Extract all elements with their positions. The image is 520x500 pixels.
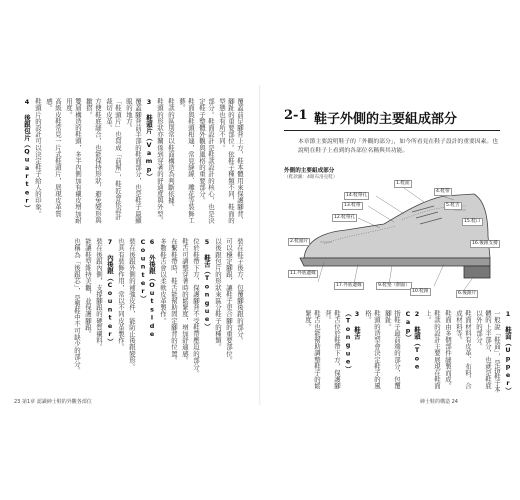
column-heading: 5 鞋舌（Tongue）	[203, 238, 211, 330]
column-text: 鞋款的設計主要展現在鞋面上。	[424, 310, 441, 390]
shoe-sole-shape	[300, 258, 490, 266]
column-text: 鞋面與鞋頭相連，常見縫線、雕花等裝飾工藝。	[178, 98, 195, 224]
section-intro: 本章節主要說明鞋子的「外觀的部分」，如今所看見在鞋子設計的重要因素。也說明在鞋子上看到的各部位名稱與其功能。	[298, 139, 498, 154]
label-11: 11.外底邊緣	[290, 271, 316, 276]
label-16: 16.後跟支撐	[472, 241, 498, 246]
column-text: 也具有裝飾作用，常以不同皮革製作。	[117, 238, 125, 351]
column-text: 「鞋頭片」也寫成「前幫」，鞋匠會依設計裁切皮革。	[105, 98, 122, 221]
column-text: 以後跟包片的形狀來區分鞋子的種類。	[214, 238, 222, 351]
column-text: 覆蓋前足腳背上方，鞋本體用來保護腳背、腳趾的重要部位。依鞋子種類不同，鞋面的型態也有所不同。	[218, 98, 244, 224]
column-text: 鞋頭片的設計可以決定鞋子給人的印象。	[34, 98, 42, 217]
column-heading: 2 鞋頭（Toe Cap）	[404, 310, 421, 371]
column-text: 鞋頭的造型會決定鞋子的風格。	[364, 310, 381, 390]
column-text: 雙層構造的鞋頭，多半內側加有襯皮增加耐用度。	[65, 98, 82, 224]
column-text: 覆蓋腳背前半部的鞋面部分，也是鞋子最顯眼的地方。	[125, 98, 142, 224]
label-12: 12.鞋帶孔	[334, 215, 356, 220]
column-text: 裝在後跟內側，支撐腳跟的硬質襯料。	[95, 238, 103, 351]
label-6: 6.後跟片	[458, 291, 477, 296]
column-heading: 3 鞋頭片（Vamp）	[145, 98, 153, 181]
right-page-bottom-text	[276, 310, 512, 394]
label-14: 14.鞋帶孔	[346, 193, 368, 198]
column-heading: 3 鞋舌（Tongue）	[344, 310, 361, 373]
column-text: 鞋頭的形狀亦關係到穿著的舒適度與外型。	[156, 98, 164, 224]
shoe-upper-shape	[304, 194, 490, 258]
column-text: 鞋款的區別常以鞋面構造為判斷依據。	[167, 98, 175, 211]
label-9: 9.鞋墊（側面）	[378, 283, 410, 288]
column-heading: 6 外後跟（Outside Counter）	[139, 238, 156, 339]
diagram-subtitle: （鞋款圖：4眼布洛克鞋）	[284, 175, 338, 180]
column-text: 裝在鞋子後方，包覆腳後跟的部分。	[236, 238, 244, 344]
footer-left: 23 第1章 認識紳士鞋的外觀各部位	[14, 399, 92, 405]
section-heading	[284, 108, 504, 130]
page-gutter	[259, 85, 261, 405]
section-number: 2-1	[284, 108, 308, 123]
label-10: 10.鞋跟	[412, 289, 429, 294]
column-text: 高級皮鞋常見一片式鞋頭片，展現皮革質感。	[45, 98, 62, 217]
column-text: 鞋舌位於鞋帶下方，保護腳背。	[324, 310, 341, 390]
column-text: 鞋面材料有皮革、布料、合成材料等。	[455, 310, 472, 390]
section-title: 鞋子外側的主要組成部分	[314, 112, 458, 127]
column-text: 可以穩定腳跟，讓鞋子更合腳的重要部位。	[225, 238, 233, 364]
column-text: 能讓鞋型維持美觀，並保護腳跟。	[84, 238, 92, 337]
label-15: 15.鞋口	[464, 219, 481, 224]
left-page-bottom-text	[14, 238, 244, 388]
column-text: 指鞋子最前端的部分，包覆腳趾。	[384, 310, 401, 390]
footer-right: 紳士鞋的構造 24	[420, 399, 458, 405]
column-heading: 4 後跟包片（Quarter）	[23, 98, 31, 212]
column-text: 位於鞋帶下方，保護腳背不受鞋帶壓迫的部分。	[192, 238, 200, 377]
shoe-heel-shape	[464, 266, 490, 278]
column-text: 鞋面由多個部件縫製而成。	[444, 310, 452, 390]
diagram-title: 外側的主要組成部分	[284, 168, 335, 174]
label-5: 5.鞋舌	[446, 203, 460, 208]
label-1: 1.鞋面	[396, 181, 410, 186]
column-heading: 1 鞋面（Upper）	[504, 310, 512, 394]
column-text: 部分。鞋面設計是鞋款設計的核心，也是決定鞋子整體外觀與風格的重要部分。	[198, 98, 215, 224]
column-text: 多數鞋舌會以柔軟皮革製作。	[159, 238, 167, 324]
column-text: 在繫鞋帶時，鞋舌能幫助固定腳背的位置。	[170, 238, 178, 364]
shoe-diagram	[284, 166, 506, 306]
left-page-top-text	[14, 98, 244, 226]
column-text: 鞋舌可調整穿著時的鬆緊度，增加舒適感。	[181, 238, 189, 364]
label-13: 13.鞋帶	[344, 203, 361, 208]
label-17: 17.外底邊緣	[336, 283, 362, 288]
section-rule	[284, 130, 500, 131]
column-text: 鞋舌也能幫助調整鞋子的鬆緊度。	[304, 310, 321, 390]
column-text: 也稱為「後跟芯」，是製鞋中不可缺少的部分。	[73, 238, 81, 374]
column-heading: 7 內後跟（Counter）	[106, 238, 114, 345]
right-page	[262, 90, 520, 400]
column-text: 一般說「鞋面」，是指鞋子本體的上半部分，也就是鞋底以外的部分。	[475, 310, 501, 393]
column-text: 方便鞋底縫合，也能保持形狀，避免變形與皺摺。	[85, 98, 102, 224]
left-page	[0, 90, 258, 400]
label-2: 2.鞋頭片	[290, 239, 309, 244]
label-4: 4.鞋帶	[436, 189, 450, 194]
column-text: 裝在後跟外側的補強皮件，能防止後跟變形。	[128, 238, 136, 370]
